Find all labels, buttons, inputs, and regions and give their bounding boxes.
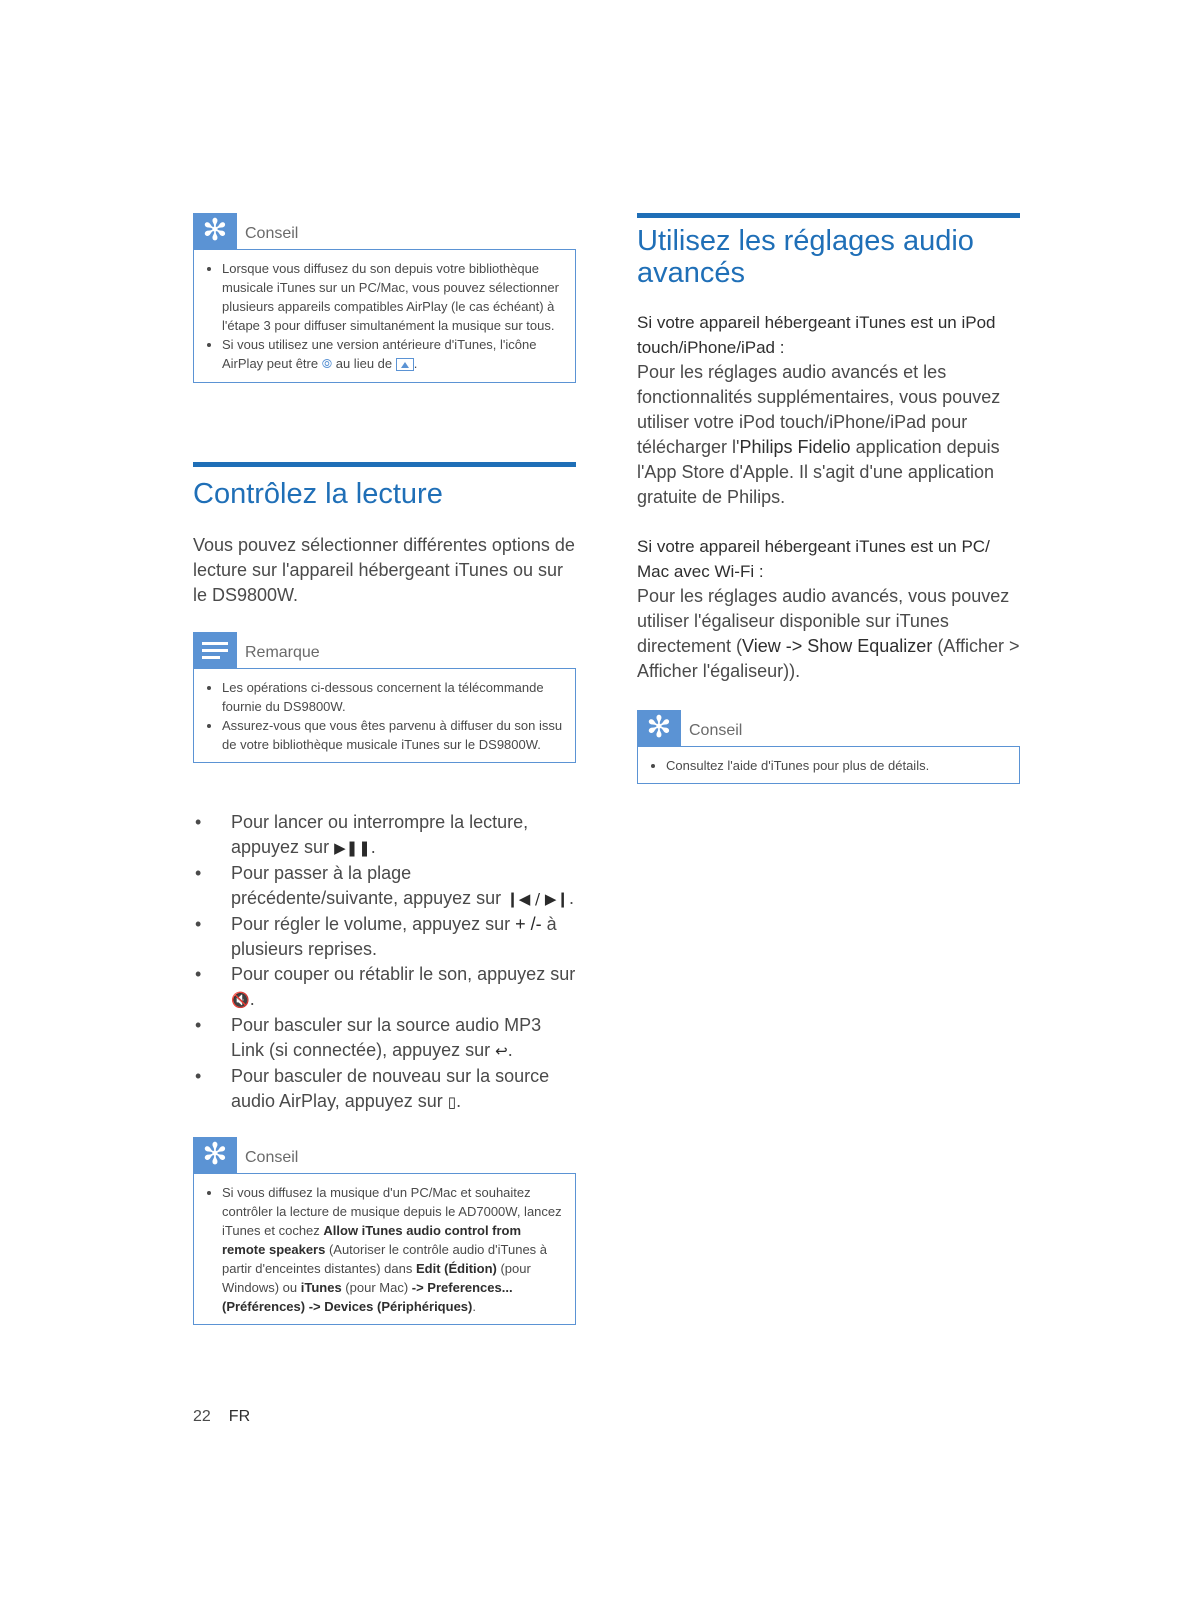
subheading-pc-mac: Si votre appareil hébergeant iTunes est un PC/ Mac avec Wi-Fi : bbox=[637, 537, 990, 581]
section-rule bbox=[637, 213, 1020, 218]
play-pause-icon: ▶❚❚ bbox=[334, 839, 371, 857]
note-title: Remarque bbox=[245, 644, 320, 661]
section-rule bbox=[193, 462, 576, 467]
list-item: • Pour couper ou rétablir le son, appuyez sur 🔇. bbox=[195, 964, 576, 1009]
page-number: 22 bbox=[193, 1408, 211, 1425]
tip-box-remote bbox=[193, 1137, 576, 1325]
section-title: Contrôlez la lecture bbox=[193, 478, 443, 510]
tip-box-airplay bbox=[193, 213, 576, 383]
subheading-ipod: Si votre appareil hébergeant iTunes est un iPod touch/iPhone/iPad : bbox=[637, 313, 996, 357]
prev-next-icon: ❙◀ / ▶❙ bbox=[506, 890, 569, 908]
volume-keys: + /- bbox=[515, 914, 542, 934]
tip-title: Conseil bbox=[245, 1149, 299, 1166]
section-advanced-audio bbox=[637, 213, 1020, 684]
tip-title: Conseil bbox=[245, 225, 299, 242]
section-control-playback bbox=[193, 462, 576, 608]
list-item: • Pour lancer ou interrompre la lecture, appuyez sur ▶❚❚. bbox=[195, 812, 529, 857]
paragraph-pc-mac: Pour les réglages audio avancés, vous pouvez utiliser l'égaliseur disponible sur iTunes directement (View -> Show Equalizer (Afficher > Afficher l'égaliseur)). bbox=[637, 586, 1020, 681]
page-footer bbox=[193, 1408, 250, 1426]
airplay-icon bbox=[396, 358, 414, 371]
tip-asterisk-icon: ✻ bbox=[193, 213, 237, 249]
control-list bbox=[193, 810, 576, 1115]
note-item: • Assurez-vous que vous êtes parvenu à diffuser du son issu de votre bibliothèque musicale iTunes sur le DS9800W. bbox=[222, 716, 565, 754]
note-lines-icon bbox=[193, 632, 237, 668]
mp3-link-icon: ↩ bbox=[495, 1042, 508, 1060]
tip-asterisk-icon: ✻ bbox=[637, 710, 681, 746]
tip-asterisk-icon: ✻ bbox=[193, 1137, 237, 1173]
tip-item: • Si vous utilisez une version antérieure d'iTunes, l'icône AirPlay peut être ⦾ au lieu de . bbox=[222, 335, 565, 374]
tip-item: • Lorsque vous diffusez du son depuis votre bibliothèque musicale iTunes sur un PC/Mac, vous pouvez sélectionner plusieurs appareils compatibles AirPlay (le cas échéant) à l'étape 3 pour diffuser simultanément la musique sur tous. bbox=[222, 259, 565, 335]
list-item: • Pour basculer de nouveau sur la source audio AirPlay, appuyez sur ▯. bbox=[195, 1066, 550, 1111]
section-title: Utilisez les réglages audio avancés bbox=[637, 225, 974, 289]
tip-box-help bbox=[637, 710, 1020, 784]
airplay-old-icon: ⦾ bbox=[321, 357, 333, 372]
list-item: • Pour passer à la plage précédente/suivante, appuyez sur ❙◀ / ▶❙. bbox=[195, 863, 575, 908]
tip-title: Conseil bbox=[689, 722, 743, 739]
paragraph-ipod: Pour les réglages audio avancés et les fonctionnalités supplémentaires, vous pouvez utiliser votre iPod touch/iPhone/iPad pour télécharger l'Philips Fidelio application depuis l'App Store d'Apple. Il s'agit d'une application gratuite de Philips. bbox=[637, 362, 1001, 507]
mute-icon: 🔇 bbox=[231, 991, 250, 1009]
airplay-source-icon: ▯ bbox=[447, 1093, 457, 1111]
language-code: FR bbox=[228, 1408, 251, 1425]
section-intro: Vous pouvez sélectionner différentes options de lecture sur l'appareil hébergeant iTunes ou sur le DS9800W. bbox=[193, 535, 575, 605]
tip-item: • Si vous diffusez la musique d'un PC/Mac et souhaitez contrôler la lecture de musique depuis le AD7000W, lancez iTunes et cochez Allow iTunes audio control from remote speakers (Autoriser le contrôle audio d'iTunes à partir d'enceintes distantes) dans Edit (Édition) (pour Windows) ou iTunes (pour Mac) -> Preferences... (Préférences) -> Devices (Périphériques). bbox=[222, 1183, 565, 1316]
list-item: • Pour basculer sur la source audio MP3 Link (si connectée), appuyez sur ↩. bbox=[195, 1015, 542, 1060]
tip-item: • Consultez l'aide d'iTunes pour plus de détails. bbox=[666, 756, 1009, 775]
list-item: • Pour régler le volume, appuyez sur + /- à plusieurs reprises. bbox=[195, 914, 557, 959]
note-box bbox=[193, 632, 576, 763]
note-item: • Les opérations ci-dessous concernent la télécommande fournie du DS9800W. bbox=[222, 678, 565, 716]
